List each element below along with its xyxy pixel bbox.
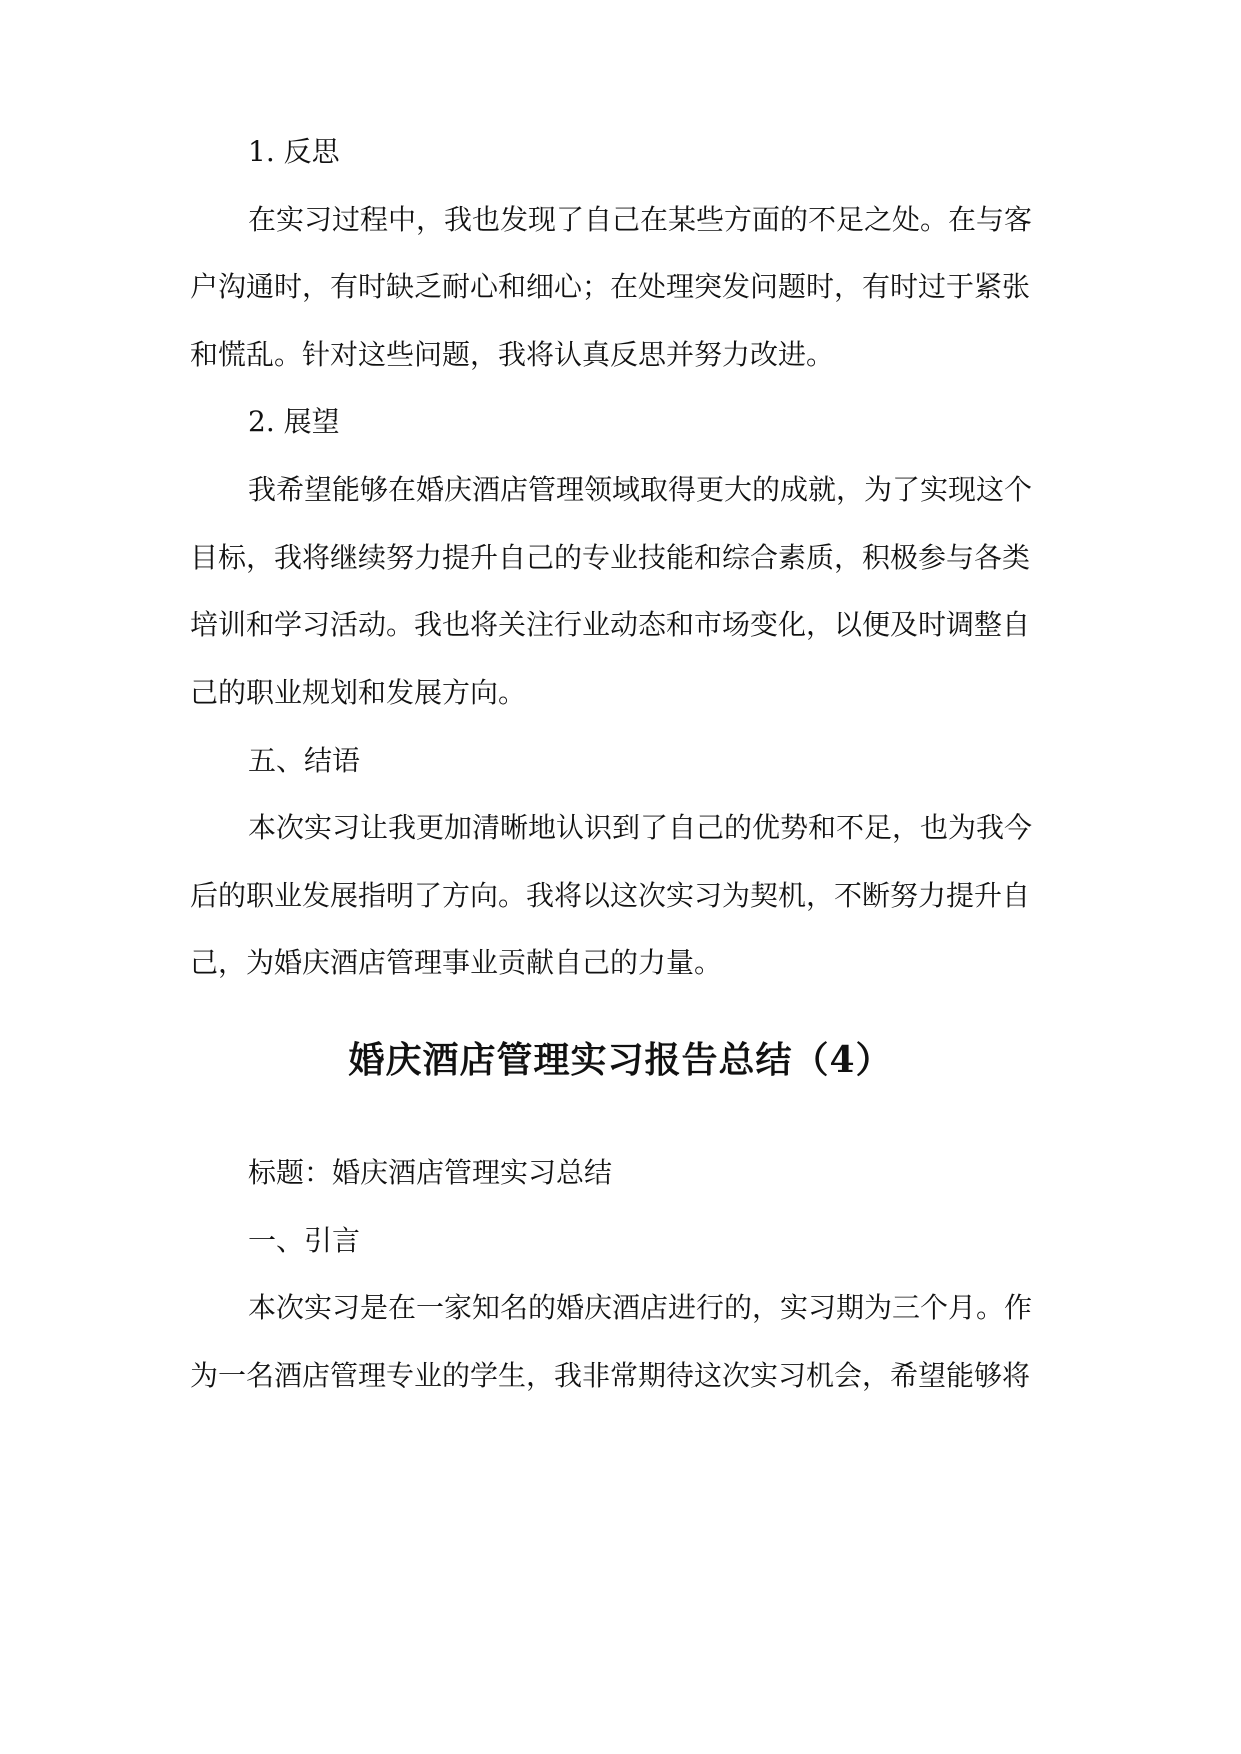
paragraph-line: 本次实习是在一家知名的婚庆酒店进行的，实习期为三个月。作 (248, 1291, 1033, 1324)
outlook-heading: 2. 展望 (248, 405, 340, 438)
report-subtitle: 标题：婚庆酒店管理实习总结 (248, 1156, 613, 1189)
paragraph-line: 后的职业发展指明了方向。我将以这次实习为契机，不断努力提升自 (190, 879, 1031, 912)
paragraph-line: 为一名酒店管理专业的学生，我非常期待这次实习机会，希望能够将 (190, 1359, 1031, 1392)
paragraph-line: 己的职业规划和发展方向。 (190, 676, 527, 709)
paragraph-line: 培训和学习活动。我也将关注行业动态和市场变化，以便及时调整自 (190, 608, 1031, 641)
reflection-heading: 1. 反思 (248, 135, 340, 168)
paragraph-line: 本次实习让我更加清晰地认识到了自己的优势和不足，也为我今 (248, 811, 1033, 844)
intro-heading: 一、引言 (248, 1224, 361, 1257)
paragraph-line: 户沟通时，有时缺乏耐心和细心；在处理突发问题时，有时过于紧张 (190, 270, 1031, 303)
paragraph-line: 己，为婚庆酒店管理事业贡献自己的力量。 (190, 946, 723, 979)
report-title: 婚庆酒店管理实习报告总结（4） (348, 1039, 893, 1081)
paragraph-line: 和慌乱。针对这些问题，我将认真反思并努力改进。 (190, 338, 835, 371)
conclusion-heading: 五、结语 (248, 744, 361, 777)
paragraph-line: 在实习过程中，我也发现了自己在某些方面的不足之处。在与客 (248, 203, 1033, 236)
paragraph-line: 目标，我将继续努力提升自己的专业技能和综合素质，积极参与各类 (190, 541, 1031, 574)
paragraph-line: 我希望能够在婚庆酒店管理领域取得更大的成就，为了实现这个 (248, 473, 1033, 506)
